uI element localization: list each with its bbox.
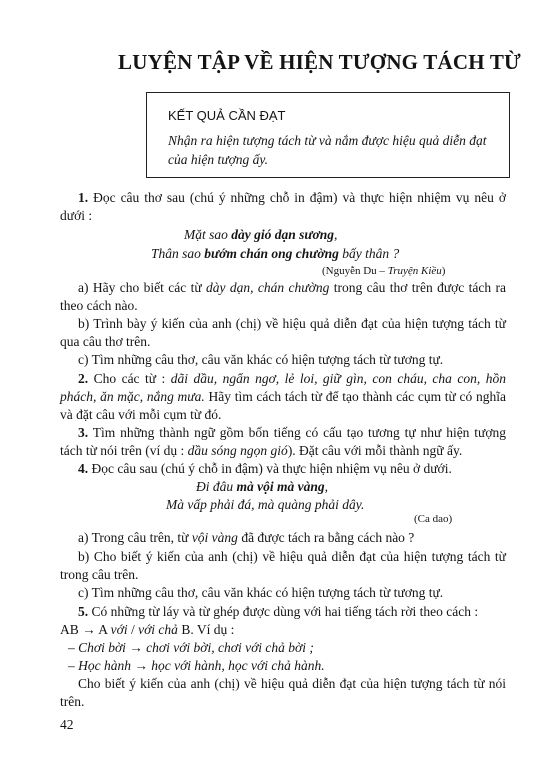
learning-outcome-text: Nhận ra hiện tượng tách từ và nắm được hiệu quả diễn đạt của hiện tượng ấy. <box>168 133 487 167</box>
exercise-4-intro <box>60 460 506 478</box>
verse-text: Đi đâu <box>196 479 237 494</box>
example-text: – Chơi bời → chơi với bời, chơi với chả bời ; <box>68 640 314 655</box>
question-text: trong câu thơ trên được tách ra theo cách nào. <box>60 280 507 313</box>
verse-text: Mà vấp phải đá, mà quàng phải dây. <box>166 497 365 512</box>
verse-bold-text: bướm chán ong chường <box>204 246 339 261</box>
source-author: (Nguyễn Du – <box>322 265 388 277</box>
exercise-5-example-2 <box>68 657 325 675</box>
exercise-text: Tìm những thành ngữ gồm bốn tiếng có cấu tạo tương tự như hiện tượng tách từ nói trên (ví dụ : <box>60 425 506 458</box>
exercise-italic: dầu sóng ngọn gió <box>187 443 288 458</box>
exercise-3 <box>60 424 506 460</box>
rule-text: / <box>127 622 139 637</box>
exercise-5-example-1 <box>68 639 314 657</box>
exercise-5-task: Cho biết ý kiến của anh (chị) về hiệu quả diễn đạt của hiện tượng tách từ nói trên. <box>60 676 506 709</box>
page-number: 42 <box>60 717 74 732</box>
rule-text: AB → A <box>60 622 111 637</box>
exercise-text: ). Đặt câu với mỗi thành ngữ ấy. <box>287 443 463 458</box>
exercise-1-verse-1 <box>184 226 337 244</box>
exercise-4-verse-2 <box>166 496 364 514</box>
question-italic: dày dạn, chán chường <box>206 280 330 295</box>
rule-italic: với <box>110 622 128 637</box>
exercise-1-source <box>322 262 445 280</box>
exercise-5-number: 5. <box>78 604 89 619</box>
learning-outcome-heading: KẾT QUẢ CẦN ĐẠT <box>168 108 286 123</box>
question-text: đã được tách ra bằng cách nào ? <box>237 530 415 545</box>
page-title: LUYỆN TẬP VỀ HIỆN TƯỢNG TÁCH TỪ <box>118 50 521 74</box>
exercise-1-verse-2 <box>151 245 399 263</box>
exercise-text: Hãy tìm cách tách từ để tạo thành các cụm từ có nghĩa và đặt câu với mỗi cụm từ đó. <box>60 389 506 422</box>
exercise-2-number: 2. <box>78 371 89 386</box>
exercise-1-question-c: c) Tìm những câu thơ, câu văn khác có hiện tượng tách từ tương tự. <box>78 352 444 367</box>
verse-text: , <box>333 227 338 242</box>
exercise-1-question-a <box>60 279 506 315</box>
exercise-1-number: 1. <box>78 190 89 205</box>
learning-outcome-box <box>146 92 510 178</box>
exercise-5-intro <box>60 603 506 621</box>
exercise-4-question-b: b) Cho biết ý kiến của anh (chị) về hiệu quả diễn đạt của hiện tượng tách từ trong câu trên. <box>60 549 506 582</box>
exercise-2 <box>60 370 506 424</box>
verse-text: , <box>324 479 328 494</box>
rule-text: B. Ví dụ : <box>177 622 235 637</box>
verse-bold-text: mà vội mà vàng <box>236 479 325 494</box>
exercise-1-intro <box>60 189 506 225</box>
exercise-1-intro-text: Đọc câu thơ sau (chú ý những chỗ in đậm) và thực hiện nhiệm vụ nêu ở dưới : <box>60 190 506 223</box>
exercise-4-source: (Ca dao) <box>414 513 453 525</box>
exercise-1-question-b: b) Trình bày ý kiến của anh (chị) về hiệu quả diễn đạt của hiện tượng tách từ qua câu thơ trên. <box>60 316 506 349</box>
source-close: ) <box>441 265 446 277</box>
question-text: a) Trong câu trên, từ <box>78 530 192 545</box>
verse-text: Mặt sao <box>184 227 232 242</box>
example-text: – Học hành → học với hành, học với chả hành. <box>68 658 325 673</box>
exercise-italic: dãi dầu, ngẩn ngơ, lẻ loi, giữ gìn, con cháu, cha con, hồn phách, ăn mặc, nắng mưa. <box>60 371 506 404</box>
exercise-4-number: 4. <box>78 461 89 476</box>
exercise-5-rule <box>60 621 234 639</box>
verse-text: Thân sao <box>151 246 205 261</box>
rule-italic: với chả <box>138 622 178 637</box>
exercise-4-verse-1 <box>196 478 328 496</box>
exercise-4-question-c: c) Tìm những câu thơ, câu văn khác có hiện tượng tách từ tương tự. <box>78 585 444 600</box>
question-text: a) Hãy cho biết các từ <box>78 280 207 295</box>
source-work: Truyện Kiều <box>387 265 442 277</box>
exercise-text: Cho các từ : <box>88 371 171 386</box>
exercise-5-intro-text: Có những từ láy và từ ghép được dùng với hai tiếng tách rời theo cách : <box>88 604 479 619</box>
verse-text: bấy thân ? <box>338 246 400 261</box>
question-italic: vội vàng <box>191 530 238 545</box>
verse-bold-text: dày gió dạn sương <box>231 227 334 242</box>
exercise-4-question-a <box>60 529 506 547</box>
exercise-4-intro-text: Đọc câu sau (chú ý chỗ in đậm) và thực hiện nhiệm vụ nêu ở dưới. <box>88 461 452 476</box>
exercise-3-number: 3. <box>78 425 89 440</box>
